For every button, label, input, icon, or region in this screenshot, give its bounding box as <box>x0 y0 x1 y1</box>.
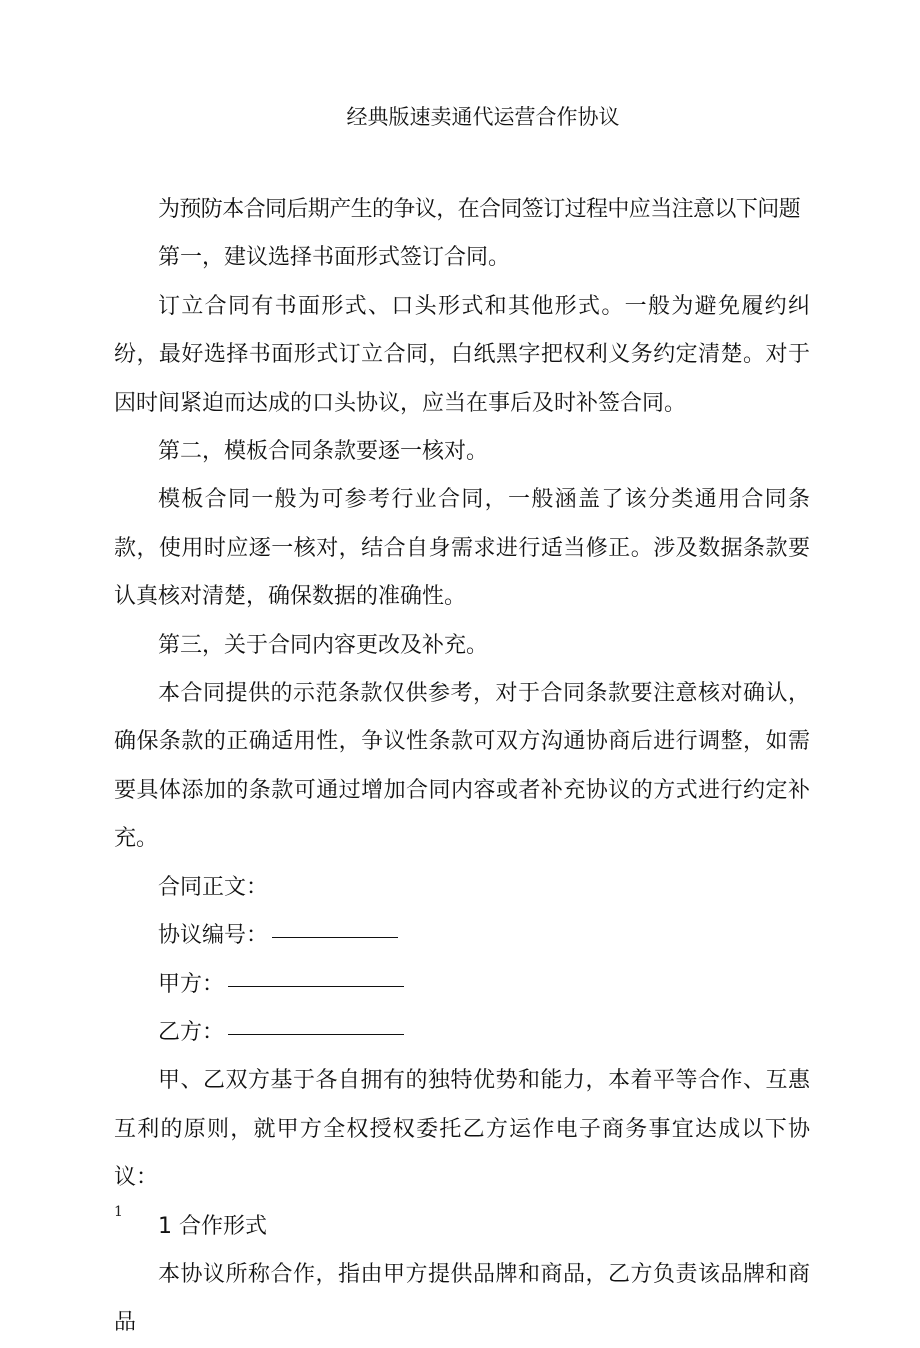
field-party-a <box>114 961 810 1009</box>
paragraph-second-body: 模板合同一般为可参考行业合同，一般涵盖了该分类通用合同条款，使用时应逐一核对，结合自身需求进行适当修正。涉及数据条款要认真核对清楚，确保数据的准确性。 <box>114 487 810 610</box>
field-agreement-number <box>114 912 810 960</box>
paragraph-cooperation-definition: 本协议所称合作，指由甲方提供品牌和商品，乙方负责该品牌和商品 <box>114 1261 810 1336</box>
paragraph-intro: 为预防本合同后期产生的争议，在合同签订过程中应当注意以下问题 <box>158 197 801 222</box>
field-agreement-number-blank[interactable] <box>272 936 398 938</box>
field-party-b-blank[interactable] <box>228 1033 404 1035</box>
field-party-a-blank[interactable] <box>228 985 404 987</box>
paragraph-preamble: 甲、乙双方基于各自拥有的独特优势和能力，本着平等合作、互惠互利的原则，就甲方全权授权委托乙方运作电子商务事宜达成以下协议： <box>114 1068 810 1191</box>
paragraph-third-heading: 第三，关于合同内容更改及补充。 <box>158 632 489 658</box>
document-body <box>114 186 810 1348</box>
page-number: 1 <box>114 1204 123 1220</box>
paragraph-first-body: 订立合同有书面形式、口头形式和其他形式。一般为避免履约纠纷，最好选择书面形式订立合同，白纸黑字把权利义务约定清楚。对于因时间紧迫而达成的口头协议，应当在事后及时补签合同。 <box>114 293 810 416</box>
field-party-a-label: 甲方： <box>158 971 225 997</box>
field-party-b <box>114 1009 810 1057</box>
paragraph-first-heading: 第一，建议选择书面形式签订合同。 <box>158 245 511 271</box>
paragraph-third-body: 本合同提供的示范条款仅供参考，对于合同条款要注意核对确认，确保条款的正确适用性，争议性条款可双方沟通协商后进行调整，如需要具体添加的条款可通过增加合同内容或者补充协议的方式进行约定补充。 <box>114 681 810 852</box>
paragraph-contract-body-label: 合同正文： <box>158 874 269 900</box>
field-party-b-label: 乙方： <box>158 1019 225 1045</box>
field-agreement-number-label: 协议编号： <box>158 923 269 949</box>
paragraph-second-heading: 第二，模板合同条款要逐一核对。 <box>158 439 489 465</box>
document-title: 经典版速卖通代运营合作协议 <box>346 105 620 129</box>
section-heading-cooperation-form: 1 合作形式 <box>158 1213 267 1239</box>
